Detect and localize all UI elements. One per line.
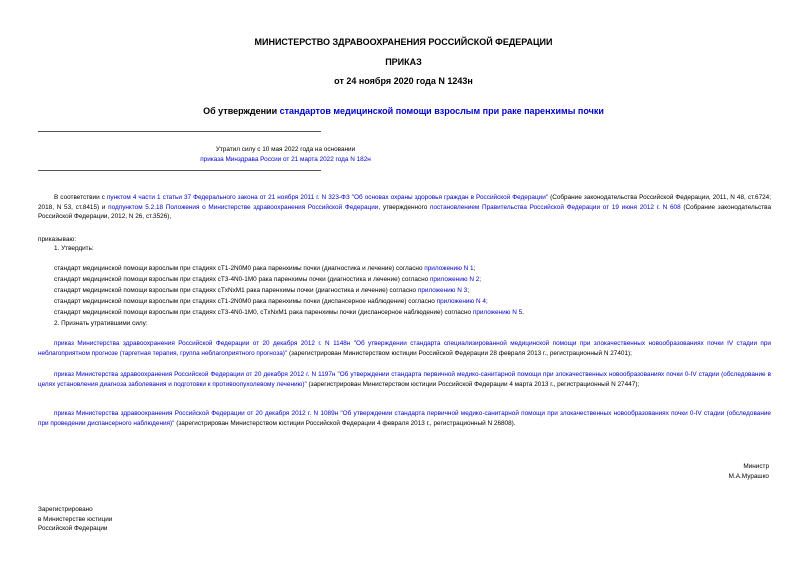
- preamble-paragraph: [38, 193, 771, 222]
- order-heading: ПРИКАЗ: [385, 57, 422, 67]
- standard-item: [54, 264, 475, 274]
- preamble-link-resolution[interactable]: постановлением Правительства Российской Федерации от 19 июня 2012 г. N 608: [430, 203, 681, 211]
- appendix-link[interactable]: приложению N 1: [424, 265, 474, 272]
- registration-line-3: Российской Федерации: [38, 525, 108, 532]
- repealed-item: [38, 409, 771, 428]
- signature-name: М.А.Мурашко: [728, 472, 769, 480]
- document-title: [0, 106, 807, 116]
- repealed-order-text: (зарегистрирован Министерством юстиции Российской Федерации 28 февраля 2013 г., регистрационный N 27401);: [287, 349, 632, 357]
- repealed-item: [38, 339, 771, 358]
- standard-item: [54, 286, 469, 296]
- registration-line-2: в Министерстве юстиции: [38, 515, 113, 523]
- standard-text: стандарт медицинской помощи взрослым при стадиях cT3-4N0-1M0 рака паренхимы почки (диагностика и лечение) согласно: [54, 276, 430, 283]
- status-note-link[interactable]: приказа Минздрава России от 21 марта 2022 года N 182н: [200, 156, 371, 163]
- repealed-order-text: (зарегистрирован Министерством юстиции Российской Федерации 4 февраля 2013 г., регистрационный N 26808).: [174, 419, 516, 427]
- registration-block: [38, 505, 112, 534]
- standard-item: [54, 275, 481, 285]
- order-date-number: от 24 ноября 2020 года N 1243н: [334, 76, 473, 86]
- ministry-heading: МИНИСТЕРСТВО ЗДРАВООХРАНЕНИЯ РОССИЙСКОЙ ФЕДЕРАЦИИ: [254, 37, 553, 47]
- signature-block: [729, 462, 769, 481]
- preamble-text-2: (Собрание законодательства Российской Федерации, 2011, N 48, ст.6724; 2018, N 53, ст.8415) и: [38, 194, 772, 211]
- standard-end: ;: [467, 287, 469, 294]
- appendix-link[interactable]: приложению N 2: [429, 276, 480, 283]
- standard-item: [54, 308, 524, 318]
- prikazyvayu-text: приказываю:: [38, 236, 76, 243]
- title-link[interactable]: стандартов медицинской помощи взрослым при раке паренхимы почки: [279, 106, 604, 116]
- title-prefix: Об утверждении: [203, 106, 280, 116]
- preamble-text-3: , утвержденного: [378, 203, 431, 211]
- status-note-line1: Утратил силу с 10 мая 2022 года на основании: [215, 146, 356, 153]
- preamble-link-regulation[interactable]: подпунктом 5.2.18 Положения о Министерстве здравоохранения Российской Федерации: [108, 203, 379, 211]
- item-2-text: 2. Признать утратившими силу:: [54, 320, 148, 327]
- appendix-link[interactable]: приложению N 5: [472, 309, 523, 316]
- divider-bottom: [38, 170, 321, 171]
- item-1-text: 1. Утвердить:: [54, 245, 94, 252]
- standard-end: ;: [473, 265, 476, 272]
- preamble-text-1: В соответствии с: [54, 194, 107, 201]
- repealed-order-link[interactable]: приказ Министерства здравоохранения Российской Федерации от 20 декабря 2012 г. N 1148н "Об утверждении стандарта специализированной медицинской помощи при злокачественных новообразованиях почки IV стадии при неблагоприятном прогнозе (таргетная терапия, группа неблагоприятного прогноза)": [38, 340, 771, 357]
- signature-role: Министр: [743, 463, 769, 470]
- divider-top: [38, 131, 321, 132]
- repealed-order-link[interactable]: приказ Министерства здравоохранения Российской Федерации от 20 декабря 2012 г. N 1089н "Об утверждении стандарта первичной медико-санитарной помощи при злокачественных новообразованиях почки 0-IV стадии (обследование при проведении диспансерного наблюдения)": [38, 410, 771, 427]
- preamble-link-law[interactable]: пунктом 4 части 1 статьи 37 Федерального закона от 21 ноября 2011 г. N 323-ФЗ "Об основах охраны здоровья граждан в Российской Федерации": [106, 194, 549, 201]
- standard-text: стандарт медицинской помощи взрослым при стадиях cT3-4N0-1M0, cTxNxM1 рака паренхимы почки (диспансерное наблюдение) согласно: [54, 309, 473, 316]
- standard-end: ;: [485, 298, 488, 305]
- standard-item: [54, 297, 488, 307]
- preamble-text-4: (Собрание законодательства Российской Федерации, 2012, N 26, ст.3526),: [38, 203, 772, 220]
- repealed-order-link[interactable]: приказ Министерства здравоохранения Российской Федерации от 20 декабря 2012 г. N 1197н "Об утверждении стандарта первичной медико-санитарной помощи при злокачественных новообразованиях почки 0-IV стадии (обследование в целях установления диагноза заболевания и подготовки к противоопухолевому лечению)": [38, 371, 771, 388]
- repealed-item: [38, 370, 771, 389]
- standard-end: .: [522, 309, 524, 316]
- appendix-link[interactable]: приложению N 3: [417, 287, 468, 294]
- repealed-order-text: (зарегистрирован Министерством юстиции Российской Федерации 4 марта 2013 г., регистрационный N 27447);: [306, 380, 640, 388]
- appendix-link[interactable]: приложению N 4: [436, 298, 486, 305]
- registration-line-1: Зарегистрировано: [38, 506, 93, 513]
- standard-text: стандарт медицинской помощи взрослым при стадиях cTxNxM1 рака паренхимы почки (диагностика и лечение) согласно: [54, 287, 418, 294]
- standard-text: стандарт медицинской помощи взрослым при стадиях cT1-2N0M0 рака паренхимы почки (диспансерное наблюдение) согласно: [54, 298, 437, 305]
- standard-text: стандарт медицинской помощи взрослым при стадиях cT1-2N0M0 рака паренхимы почки (диагностика и лечение) согласно: [54, 265, 425, 272]
- standard-end: ;: [479, 276, 482, 283]
